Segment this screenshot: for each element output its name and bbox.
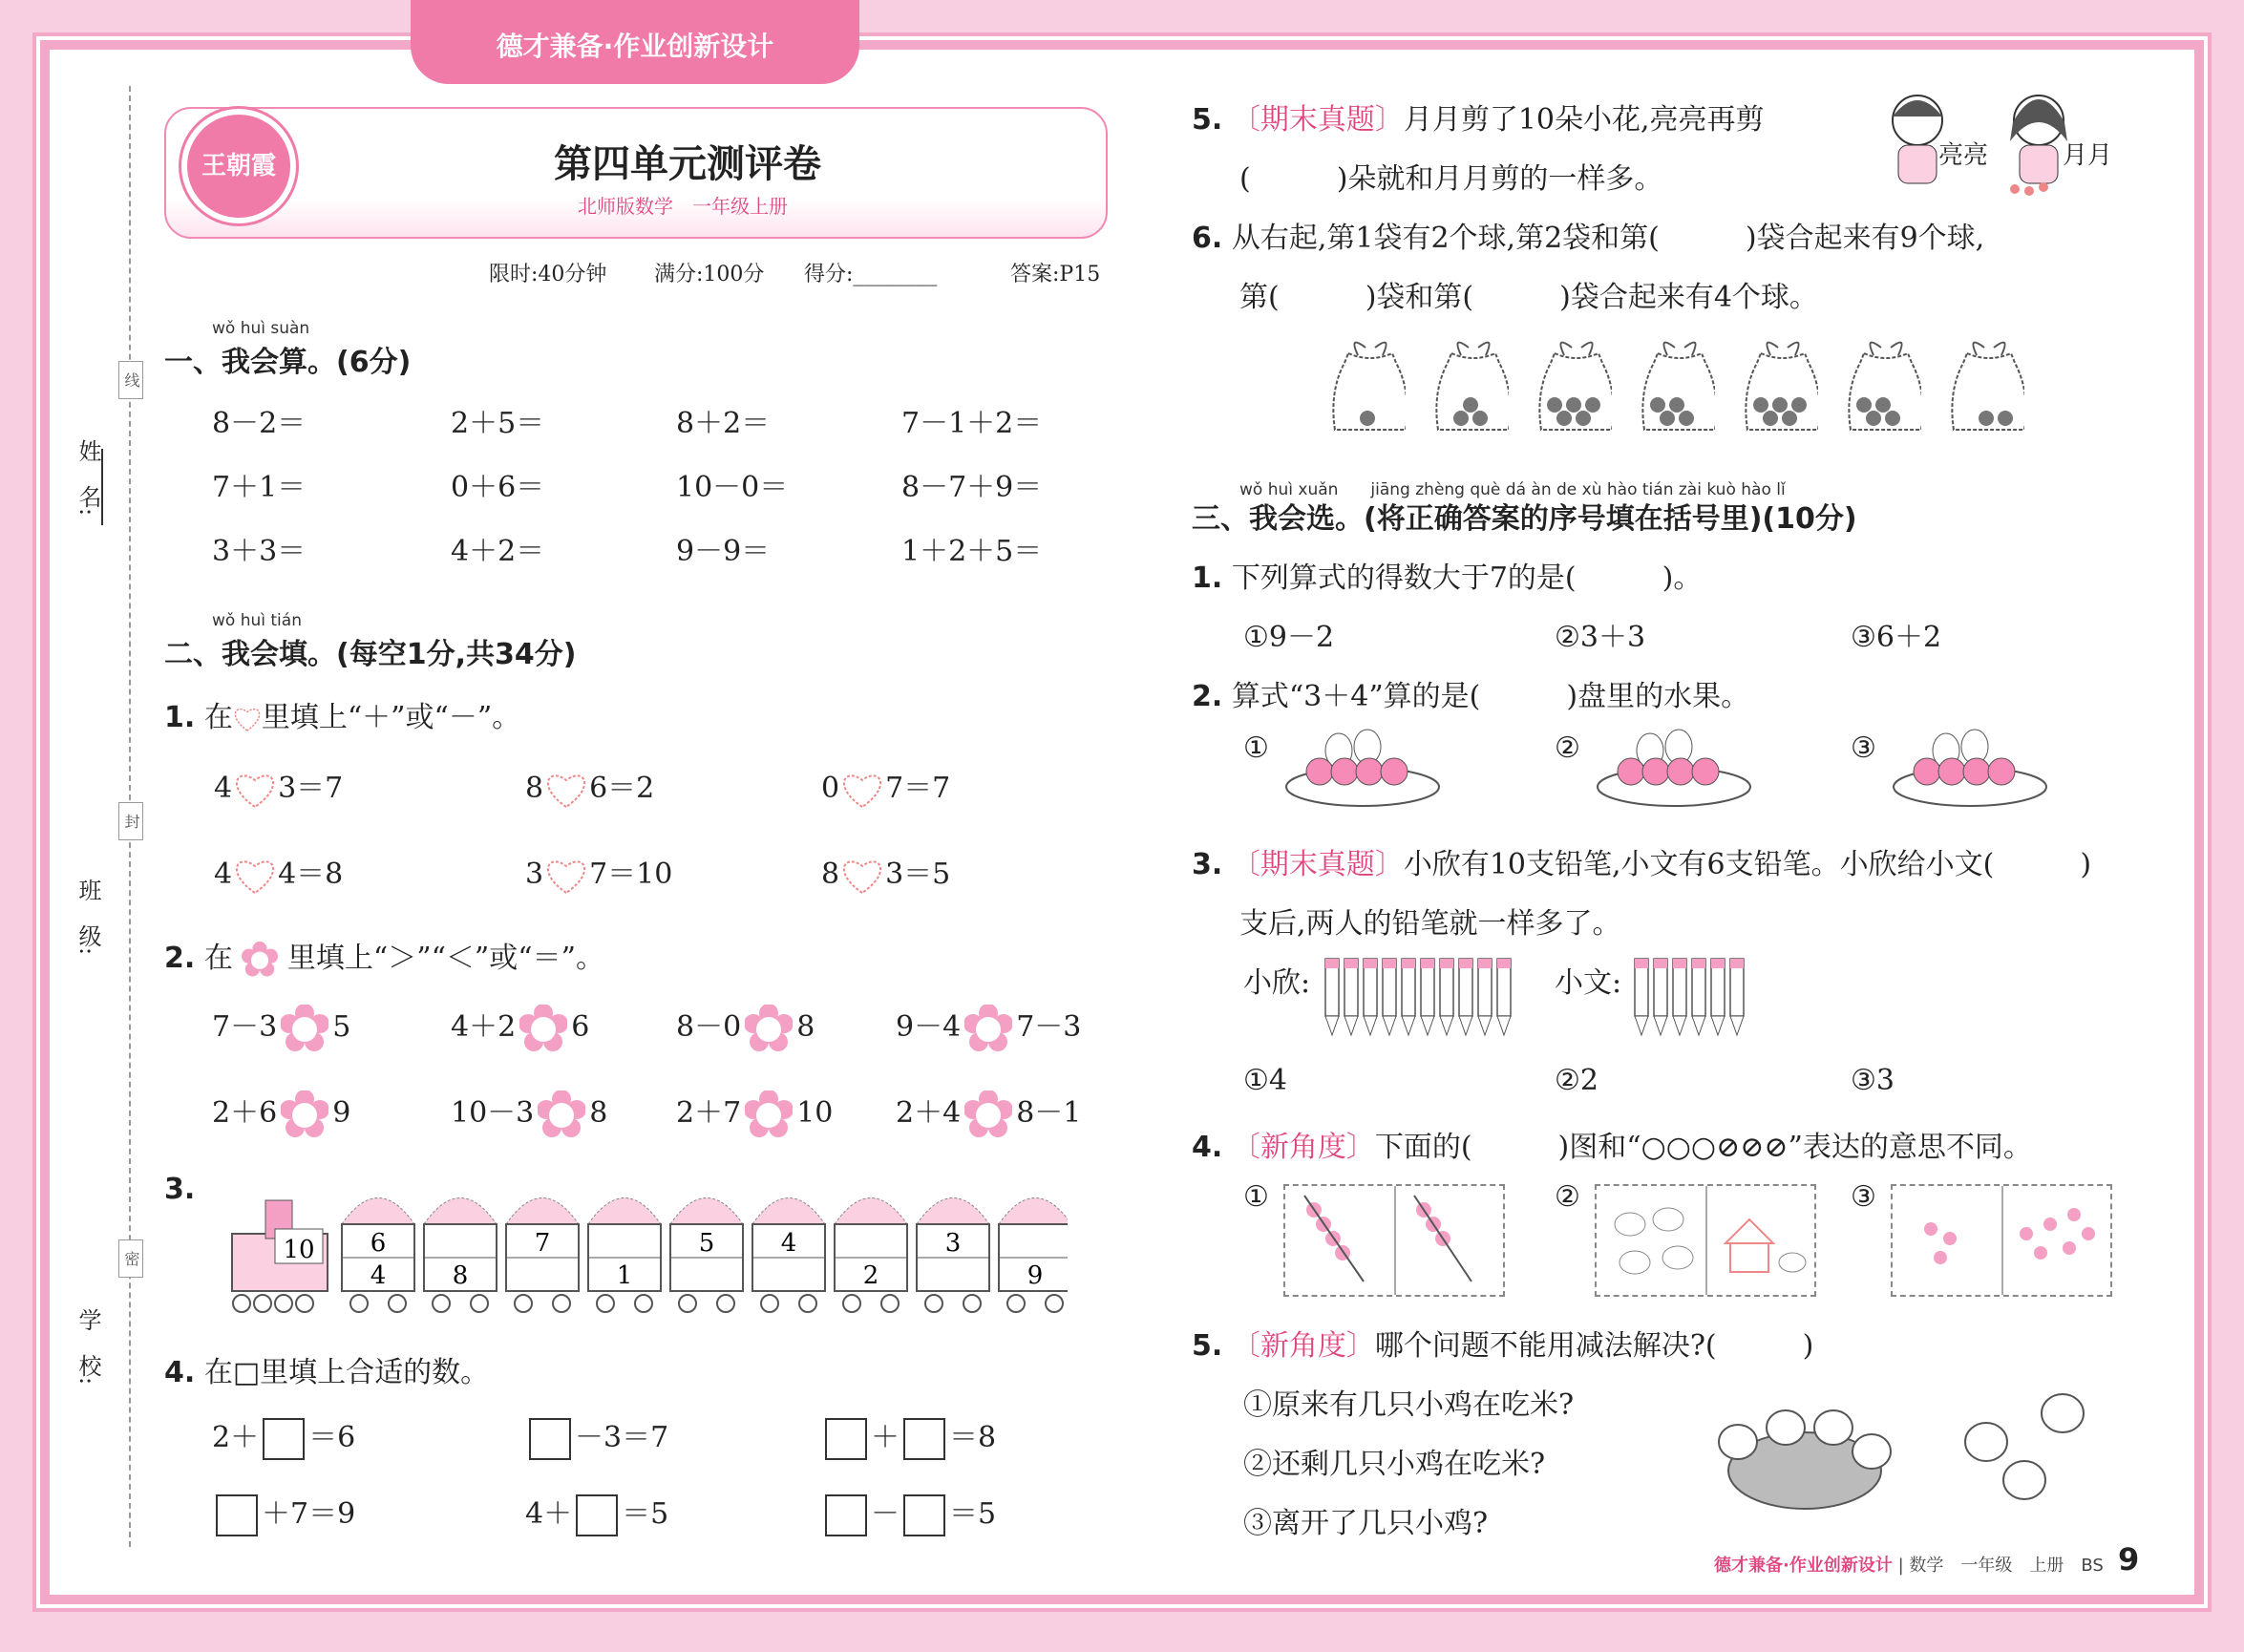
flower-icon xyxy=(242,942,278,978)
s3-title: 三、我会选。(将正确答案的序号填在括号里)(10分) xyxy=(1192,502,1857,536)
wheel xyxy=(233,1295,250,1312)
cmp-left: 2＋7 xyxy=(676,1096,742,1130)
cmp-left: 10－3 xyxy=(451,1096,535,1130)
ball xyxy=(1885,411,1900,426)
secret-mark: 密 xyxy=(118,1239,143,1278)
compare-item xyxy=(676,1003,815,1052)
car-load xyxy=(342,1198,414,1225)
r-q5-line2: ( )朵就和月月剪的一样多。 xyxy=(1239,162,1663,196)
ball xyxy=(1585,397,1600,413)
footer-info: 数学 一年级 上册 BS xyxy=(1909,1556,2104,1576)
cmp-right: 10 xyxy=(796,1096,834,1130)
box-equation xyxy=(525,1490,668,1536)
s1-pinyin: wǒ huì suàn xyxy=(212,319,310,338)
banner-text: 德才兼备·作业创新设计 xyxy=(496,31,774,62)
fruit-plate xyxy=(1281,722,1444,808)
c1 xyxy=(1192,554,1702,596)
name-underline xyxy=(101,449,103,525)
ball xyxy=(1472,411,1488,426)
q-tag: 〔期末真题〕 xyxy=(1231,103,1404,137)
heart-icon[interactable] xyxy=(234,857,276,895)
r-q5 xyxy=(1192,95,1765,138)
ball-bag xyxy=(1432,334,1509,439)
c3-opt-2: ②2 xyxy=(1555,1064,1598,1097)
pencils-a xyxy=(1322,955,1522,1041)
ball xyxy=(1360,411,1375,426)
ball xyxy=(1453,411,1469,426)
answer-box[interactable] xyxy=(263,1418,305,1460)
ball-bag xyxy=(1639,334,1715,439)
ball xyxy=(1679,411,1694,426)
rabbits-drawing xyxy=(1597,1186,1814,1295)
wheel xyxy=(1007,1295,1025,1312)
heart-icon[interactable] xyxy=(841,771,883,809)
ball xyxy=(1875,397,1891,413)
eq-part: ＝5 xyxy=(949,1497,997,1531)
answer-box[interactable] xyxy=(216,1494,258,1536)
full-score: 满分:100分 xyxy=(654,263,765,286)
q-number: 5. xyxy=(1192,103,1223,137)
eq-right: 3＝7 xyxy=(278,772,344,805)
c4-opt-2: ② xyxy=(1555,1180,1580,1214)
car-bottom-number: 4 xyxy=(370,1261,387,1290)
calc-item: 8－7＋9＝ xyxy=(901,471,1043,504)
ball-bag xyxy=(1742,334,1818,439)
q-pre: 在 xyxy=(203,701,233,734)
c4-opt-1: ① xyxy=(1243,1180,1269,1214)
q-number: 6. xyxy=(1192,222,1223,255)
ball-bag xyxy=(1535,334,1612,439)
eq-part: － xyxy=(871,1497,900,1531)
eq-part: ＋ xyxy=(871,1421,900,1454)
pencil-label-b: 小文: xyxy=(1555,966,1622,1000)
box-equation xyxy=(212,1413,355,1460)
pencils-b xyxy=(1631,955,1765,1041)
car-top-number: 5 xyxy=(698,1229,715,1258)
s1-title: 一、我会算。(6分) xyxy=(164,346,412,379)
answer-box[interactable] xyxy=(529,1418,571,1460)
car-top-number: 7 xyxy=(534,1229,551,1258)
q-number: 4. xyxy=(164,1356,196,1389)
q-text: 小欣有10支铅笔,小文有6支铅笔。小欣给小文( ) xyxy=(1403,848,2092,881)
wheel xyxy=(843,1295,860,1312)
c4-opt-3: ③ xyxy=(1851,1180,1876,1214)
c3-opt-3: ③3 xyxy=(1851,1064,1895,1097)
ball-bags xyxy=(1329,334,2051,443)
wheel xyxy=(963,1295,981,1312)
plate-label: ① xyxy=(1243,731,1269,765)
c1-opt-2: ②3＋3 xyxy=(1555,621,1646,654)
eq-left: 3 xyxy=(525,858,544,891)
c5 xyxy=(1192,1322,1813,1364)
heart-equation xyxy=(525,764,654,809)
cmp-right: 8 xyxy=(589,1096,608,1130)
compare-item xyxy=(451,1003,589,1052)
c4-panel-2 xyxy=(1595,1184,1816,1297)
c2 xyxy=(1192,672,1749,714)
cmp-left: 7－3 xyxy=(212,1010,278,1044)
wheel xyxy=(925,1295,942,1312)
q-text: 在□里填上合适的数。 xyxy=(203,1356,490,1389)
compare-item xyxy=(896,1089,1081,1138)
fruit-plate xyxy=(1889,722,2051,808)
car-bottom-number: 2 xyxy=(862,1261,879,1290)
wheel xyxy=(389,1295,406,1312)
binding-strip xyxy=(67,67,143,1537)
compare-item xyxy=(676,1089,833,1138)
calc-item: 8－2＝ xyxy=(212,407,307,440)
wheel xyxy=(275,1295,292,1312)
eq-right: 7＝10 xyxy=(589,858,673,891)
calc-item: 1＋2＋5＝ xyxy=(901,535,1043,568)
eq-left: 4 xyxy=(214,858,233,891)
car-load xyxy=(917,1198,989,1225)
cmp-right: 8 xyxy=(796,1010,815,1044)
cmp-left: 2＋4 xyxy=(896,1096,962,1130)
flower-icon[interactable] xyxy=(745,1005,793,1052)
calc-item: 3＋3＝ xyxy=(212,535,307,568)
line-mark: 线 xyxy=(118,361,143,399)
wheel xyxy=(254,1295,271,1312)
chicks-illustration xyxy=(1700,1375,2120,1528)
q-line1: 从右起,第1袋有2个球,第2袋和第( )袋合起来有9个球, xyxy=(1231,222,1985,255)
c5-opt-3: ③离开了几只小鸡? xyxy=(1243,1507,1489,1540)
engine-number: 10 xyxy=(283,1236,315,1264)
eq-left: 8 xyxy=(821,858,840,891)
c1-opt-1: ①9－2 xyxy=(1243,621,1335,654)
wheel xyxy=(717,1295,734,1312)
ball-bag xyxy=(1329,334,1406,439)
q-text: 哪个问题不能用减法解决?( ) xyxy=(1374,1329,1814,1363)
cmp-right: 9 xyxy=(332,1096,351,1130)
flower-icon[interactable] xyxy=(519,1005,567,1052)
ball xyxy=(1772,397,1788,413)
heart-equation xyxy=(525,850,672,895)
q-text: 下列算式的得数大于7的是( )。 xyxy=(1231,561,1703,595)
cmp-right: 5 xyxy=(332,1010,351,1044)
ball xyxy=(1753,397,1768,413)
c3-opt-1: ①4 xyxy=(1243,1064,1287,1097)
wheel xyxy=(433,1295,450,1312)
heart-equation xyxy=(821,764,950,809)
wheel xyxy=(679,1295,696,1312)
answer-box[interactable] xyxy=(576,1494,618,1536)
flower-icon[interactable] xyxy=(538,1091,585,1138)
heart-icon[interactable] xyxy=(545,857,587,895)
flower-icon[interactable] xyxy=(281,1091,328,1138)
q-line1: 月月剪了10朵小花,亮亮再剪 xyxy=(1403,103,1765,137)
s3-pinyin: wǒ huì xuǎn jiāng zhèng què dá àn de xù hào tián zài kuò hào lǐ xyxy=(1239,480,1786,499)
q-number: 5. xyxy=(1192,1329,1223,1363)
car-load xyxy=(506,1198,579,1225)
eq-right: 6＝2 xyxy=(589,772,655,805)
school-label: 学 校: xyxy=(74,1308,101,1386)
page-number: 9 xyxy=(2118,1541,2140,1578)
cmp-left: 9－4 xyxy=(896,1010,962,1044)
ball xyxy=(1576,411,1591,426)
ball xyxy=(1650,397,1665,413)
kid-name-2: 月月 xyxy=(2063,141,2113,170)
class-label: 班 级: xyxy=(74,879,101,956)
train-illustration xyxy=(208,1176,1068,1320)
wheel xyxy=(350,1295,368,1312)
ball xyxy=(1866,411,1881,426)
eq-part: ＝8 xyxy=(949,1421,997,1454)
wheel xyxy=(1046,1295,1063,1312)
footer: 德才兼备·作业创新设计 | 数学 一年级 上册 BS xyxy=(1714,1556,2104,1576)
ball xyxy=(1791,397,1807,413)
plate-label: ③ xyxy=(1851,731,1876,765)
car-bottom-number: 8 xyxy=(452,1261,469,1290)
cmp-left: 8－0 xyxy=(676,1010,742,1044)
calc-item: 10－0＝ xyxy=(676,471,789,504)
q-number: 3. xyxy=(164,1173,196,1206)
ball-bag xyxy=(1845,334,1921,439)
eq-part: ＝6 xyxy=(308,1421,356,1454)
answer-box[interactable] xyxy=(903,1494,945,1536)
compare-item xyxy=(451,1089,607,1138)
car-bottom-number: 1 xyxy=(616,1261,633,1290)
cmp-right: 8－1 xyxy=(1016,1096,1082,1130)
q-tag: 〔期末真题〕 xyxy=(1231,848,1404,881)
s2-pinyin: wǒ huì tián xyxy=(212,611,302,630)
s2-q3 xyxy=(164,1173,195,1206)
eq-part: ＝5 xyxy=(622,1497,669,1531)
page-title: 第四单元测评卷 xyxy=(554,142,821,186)
calc-item: 0＋6＝ xyxy=(451,471,545,504)
car-top-number: 3 xyxy=(944,1229,962,1258)
eq-left: 4 xyxy=(214,772,233,805)
flowers-drawing xyxy=(1893,1186,2110,1295)
calc-item: 7－1＋2＝ xyxy=(901,407,1043,440)
cmp-right: 6 xyxy=(571,1010,590,1044)
ball xyxy=(1660,411,1675,426)
ball-bag xyxy=(1948,334,2024,439)
ball xyxy=(1856,397,1872,413)
heart-icon[interactable] xyxy=(841,857,883,895)
ball xyxy=(1566,397,1581,413)
q-post: 里填上“＞”“＜”或“＝”。 xyxy=(286,942,604,975)
eq-right: 4＝8 xyxy=(278,858,344,891)
c4-panel-3 xyxy=(1891,1184,2112,1297)
answer-ref: 答案:P15 xyxy=(1010,263,1101,286)
c3-line2: 支后,两人的铅笔就一样多了。 xyxy=(1239,907,1621,941)
brand-logo: 王朝霞 xyxy=(181,109,296,223)
flower-icon[interactable] xyxy=(745,1091,793,1138)
heart-equation xyxy=(214,850,343,895)
car-load xyxy=(670,1198,743,1225)
score-field: 得分:________ xyxy=(804,263,938,286)
cmp-left: 4＋2 xyxy=(451,1010,517,1044)
skewer-drawing xyxy=(1285,1186,1503,1295)
r-q6 xyxy=(1192,214,1984,256)
cmp-left: 2＋6 xyxy=(212,1096,278,1130)
calc-item: 4＋2＝ xyxy=(451,535,545,568)
wheel xyxy=(296,1295,313,1312)
ball xyxy=(1782,411,1797,426)
box-equation xyxy=(821,1413,996,1460)
page-subtitle: 北师版数学 一年级上册 xyxy=(578,195,788,218)
box-equation xyxy=(212,1490,355,1536)
heart-equation xyxy=(214,764,343,809)
heart-icon[interactable] xyxy=(545,771,587,809)
q-text: 算式“3＋4”算的是( )盘里的水果。 xyxy=(1231,680,1750,713)
flower-icon[interactable] xyxy=(281,1005,328,1052)
c5-opt-1: ①原来有几只小鸡在吃米? xyxy=(1243,1388,1575,1422)
q-post: 里填上“＋”或“－”。 xyxy=(261,701,521,734)
car-top-number: 4 xyxy=(780,1229,797,1258)
q-number: 1. xyxy=(164,701,196,734)
box-equation xyxy=(821,1490,996,1536)
heart-icon[interactable] xyxy=(234,771,276,809)
q-number: 4. xyxy=(1192,1131,1223,1164)
s2-q1 xyxy=(164,693,520,735)
header-banner xyxy=(411,0,859,84)
ball xyxy=(1463,397,1478,413)
calc-item: 2＋5＝ xyxy=(451,407,545,440)
calc-item: 7＋1＝ xyxy=(212,471,307,504)
car-load xyxy=(424,1198,497,1225)
car-load xyxy=(835,1198,907,1225)
answer-box[interactable] xyxy=(825,1418,867,1460)
wheel xyxy=(515,1295,532,1312)
eq-right: 7＝7 xyxy=(885,772,951,805)
r-q6-line2: 第( )袋和第( )袋合起来有4个球。 xyxy=(1239,281,1818,314)
wheel xyxy=(553,1295,570,1312)
calc-item: 9－9＝ xyxy=(676,535,771,568)
car-load xyxy=(588,1198,661,1225)
car-load xyxy=(752,1198,825,1225)
wheel xyxy=(635,1295,652,1312)
q-number: 3. xyxy=(1192,848,1223,881)
ball xyxy=(1547,397,1562,413)
fruit-plate xyxy=(1593,722,1755,808)
eq-part: 4＋ xyxy=(525,1497,573,1531)
q-number: 2. xyxy=(164,942,196,975)
compare-item xyxy=(212,1089,350,1138)
eq-left: 0 xyxy=(821,772,840,805)
s2-q4 xyxy=(164,1348,489,1390)
car-bottom-number: 9 xyxy=(1027,1261,1044,1290)
ball xyxy=(1998,411,2013,426)
answer-box[interactable] xyxy=(903,1418,945,1460)
calc-item: 8＋2＝ xyxy=(676,407,771,440)
s2-q2 xyxy=(164,934,604,978)
eq-left: 8 xyxy=(525,772,544,805)
wheel xyxy=(471,1295,488,1312)
eq-part: －3＝7 xyxy=(575,1421,669,1454)
wheel xyxy=(597,1295,614,1312)
flower-icon[interactable] xyxy=(964,1005,1012,1052)
eq-part: ＋7＝9 xyxy=(262,1497,356,1531)
footer-brand: 德才兼备·作业创新设计 xyxy=(1714,1556,1893,1576)
c4 xyxy=(1192,1123,2032,1165)
c5-opt-2: ②还剩几只小鸡在吃米? xyxy=(1243,1448,1546,1481)
car-top-number: 6 xyxy=(370,1229,387,1258)
plate-label: ② xyxy=(1555,731,1580,765)
compare-item xyxy=(212,1003,350,1052)
car-load xyxy=(999,1198,1068,1225)
compare-item xyxy=(896,1003,1081,1052)
wheel xyxy=(881,1295,899,1312)
c3 xyxy=(1192,840,2091,882)
wheel xyxy=(799,1295,816,1312)
heart-icon xyxy=(233,706,262,732)
box-equation xyxy=(525,1413,668,1460)
q-pre: 在 xyxy=(203,942,233,975)
pencil-label-a: 小欣: xyxy=(1243,966,1311,1000)
c1-opt-3: ③6＋2 xyxy=(1851,621,1942,654)
ball xyxy=(1763,411,1778,426)
q-tag: 〔新角度〕 xyxy=(1231,1131,1375,1164)
name-label: 姓 名: xyxy=(74,439,101,517)
ball xyxy=(1979,411,1994,426)
kid-name-1: 亮亮 xyxy=(1938,141,1989,170)
s2-title: 二、我会填。(每空1分,共34分) xyxy=(164,638,577,671)
q-text: 下面的( )图和“○○○⊘⊘⊘”表达的意思不同。 xyxy=(1374,1131,2032,1164)
cmp-right: 7－3 xyxy=(1016,1010,1082,1044)
eq-part: 2＋ xyxy=(212,1421,260,1454)
ball xyxy=(1556,411,1572,426)
q-number: 2. xyxy=(1192,680,1223,713)
answer-box[interactable] xyxy=(825,1494,867,1536)
q-tag: 〔新角度〕 xyxy=(1231,1329,1375,1363)
q-number: 1. xyxy=(1192,561,1223,595)
flower-icon[interactable] xyxy=(964,1091,1012,1138)
ball xyxy=(1669,397,1684,413)
c4-panel-1 xyxy=(1283,1184,1505,1297)
time-limit: 限时:40分钟 xyxy=(489,263,607,286)
seal-mark: 封 xyxy=(118,802,143,840)
heart-equation xyxy=(821,850,950,895)
eq-right: 3＝5 xyxy=(885,858,951,891)
wheel xyxy=(761,1295,778,1312)
